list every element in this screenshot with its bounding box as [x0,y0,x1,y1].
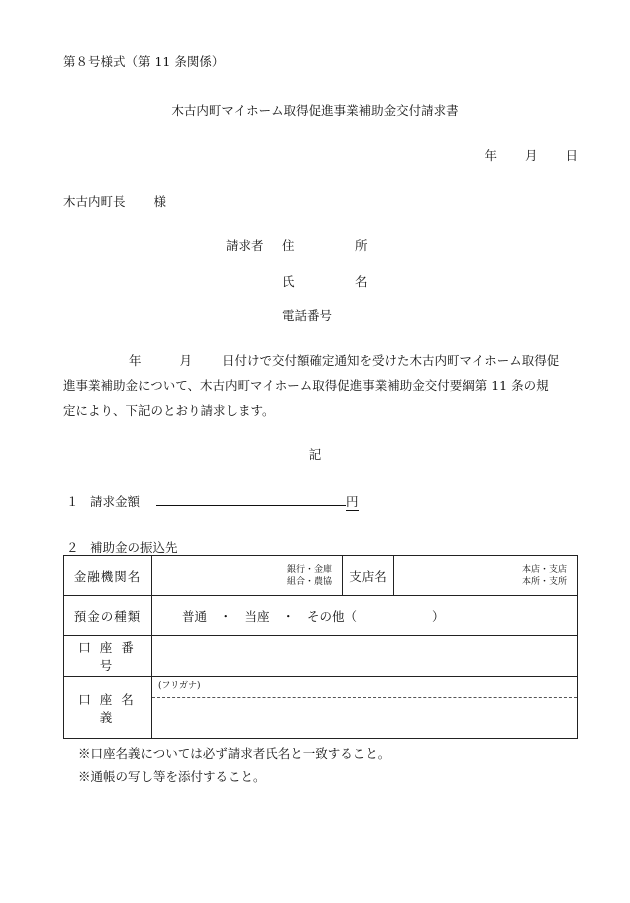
body-paragraph [63,348,579,423]
addressee-name: 木古内町長 [63,194,126,209]
branch-types-2: 本所・支所 [521,576,567,587]
addressee [63,192,166,210]
note-1: ※口座名義については必ず請求者氏名と一致すること。 [78,746,391,761]
item2-label: 補助金の振込先 [90,540,178,555]
account-number-field[interactable] [152,636,578,677]
branch-field[interactable] [394,556,578,596]
institution-label: 金融機関名 [64,556,152,596]
date-day: 日 [565,148,578,163]
yen-unit: 円 [346,494,359,509]
deposit-options[interactable]: 普通 ・ 当座 ・ その他（ ） [152,596,578,636]
item1-label: 請求金額 [90,494,141,509]
branch-types-1: 本店・支店 [521,564,567,575]
addressee-honorific: 様 [153,194,167,209]
row-institution [64,556,578,596]
institution-field[interactable] [152,556,343,596]
institution-types-2: 組合・農協 [286,576,332,587]
body-year: 年 [129,353,142,368]
item-request-amount [66,491,359,511]
requester-address-label: 住 所 [282,238,392,253]
ki-heading: 記 [308,447,322,462]
deposit-type-label: 預金の種類 [64,596,152,636]
item1-number: １ [66,494,79,509]
branch-label: 支店名 [343,556,394,596]
body-month: 月 [179,353,192,368]
account-name-label: 口座名義 [64,677,152,739]
item2-number: ２ [66,540,79,555]
account-number-label: 口座番号 [64,636,152,677]
amount-field[interactable] [156,491,346,506]
body-line2: 進事業補助金について、木古内町マイホーム取得促進事業補助金交付要綱第 11 条の規 [63,378,549,393]
note-2: ※通帳の写し等を添付すること。 [78,769,266,784]
bank-table [63,555,578,739]
notes [78,742,390,788]
date-month: 月 [524,148,538,163]
date-row [484,146,578,164]
body-line1: 日付けで交付額確定通知を受けた木古内町マイホーム取得促 [221,353,560,368]
body-line3: 定により、下記のとおり請求します。 [63,403,275,418]
row-account-name [64,677,578,739]
form-number: 第８号様式（第 11 条関係） [63,54,225,69]
account-name-field[interactable] [152,677,578,739]
furigana-label: (フリガナ) [152,677,577,698]
document-title: 木古内町マイホーム取得促進事業補助金交付請求書 [171,103,459,118]
requester-phone-label: 電話番号 [282,308,333,323]
item-bank-transfer [66,538,178,556]
institution-types-1: 銀行・金庫 [286,564,332,575]
row-deposit-type [64,596,578,636]
requester-label: 請求者 [226,238,264,253]
date-year: 年 [484,148,497,163]
row-account-number [64,636,578,677]
requester-name-label: 氏 名 [282,274,392,289]
